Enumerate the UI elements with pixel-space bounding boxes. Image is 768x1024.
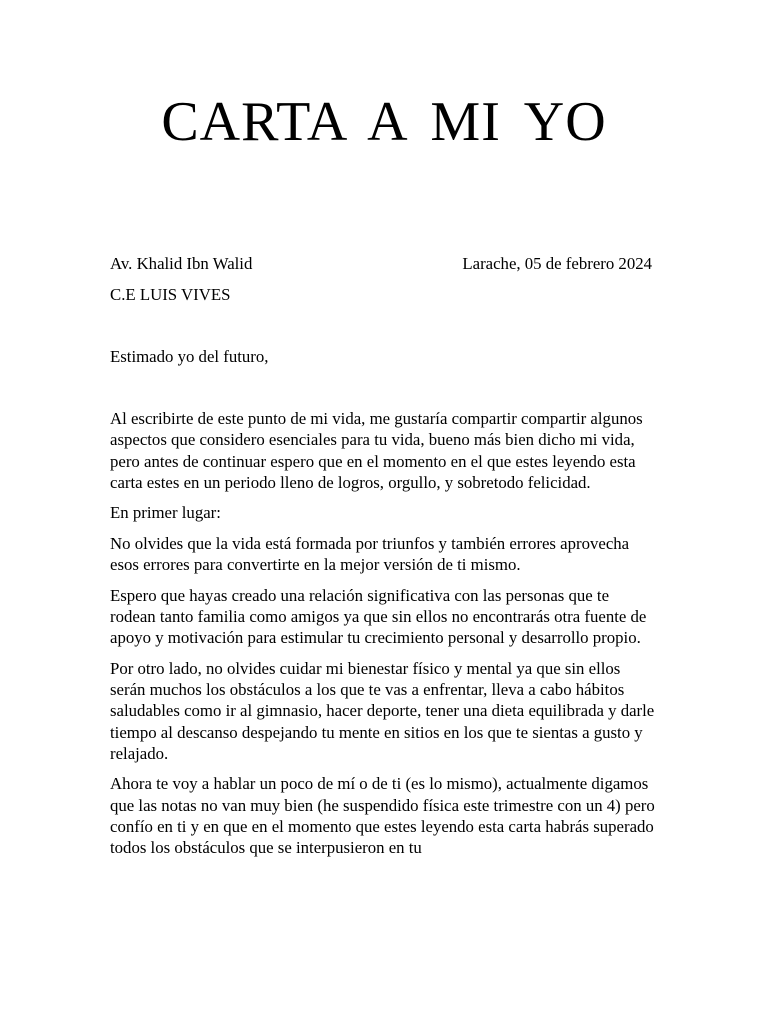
paragraph: No olvides que la vida está formada por triunfos y también errores aprovecha esos errores para convertirte en la mejor versión de ti mismo. [110, 533, 630, 575]
sender-address: Av. Khalid Ibn Walid [110, 254, 253, 273]
paragraph: Al escribirte de este punto de mi vida, me gustaría compartir compartir algunos aspectos que considero esenciales para tu vida, bueno más bien dicho mi vida, pero antes de continuar espero que en el momento en el que estes leyendo esta carta estes en un periodo lleno de logros, orgullo, y sobretodo felicidad. [110, 409, 643, 492]
letter-greeting: Estimado yo del futuro, [110, 347, 269, 366]
letter-header [110, 253, 652, 274]
page-title: CARTA A MI YO [161, 91, 607, 153]
letter-body [110, 408, 655, 868]
paragraph: Ahora te voy a hablar un poco de mí o de ti (es lo mismo), actualmente digamos que las notas no van muy bien (he suspendido física este trimestre con un 4) pero confío en ti y en que en el momento que estes leyendo esta carta habrás superado todos los obstáculos que se interpusieron en tu [110, 774, 655, 858]
school-name: C.E LUIS VIVES [110, 285, 231, 304]
place-and-date: Larache, 05 de febrero 2024 [462, 254, 652, 273]
paragraph: En primer lugar: [110, 503, 221, 523]
paragraph: Por otro lado, no olvides cuidar mi bienestar físico y mental ya que sin ellos serán muchos los obstáculos a los que te vas a enfrentar, lleva a cabo hábitos saludables como ir al gimnasio, hacer deporte, tener una dieta equilibrada y darle tiempo al descanso despejando tu mente en sitios en los que te sientas a gusto y relajado. [110, 658, 655, 763]
paragraph: Espero que hayas creado una relación significativa con las personas que te rodean tanto familia como amigos ya que sin ellos no encontrarás otra fuente de apoyo y motivación para estimular tu crecimiento personal y desarrollo propio. [110, 585, 647, 648]
